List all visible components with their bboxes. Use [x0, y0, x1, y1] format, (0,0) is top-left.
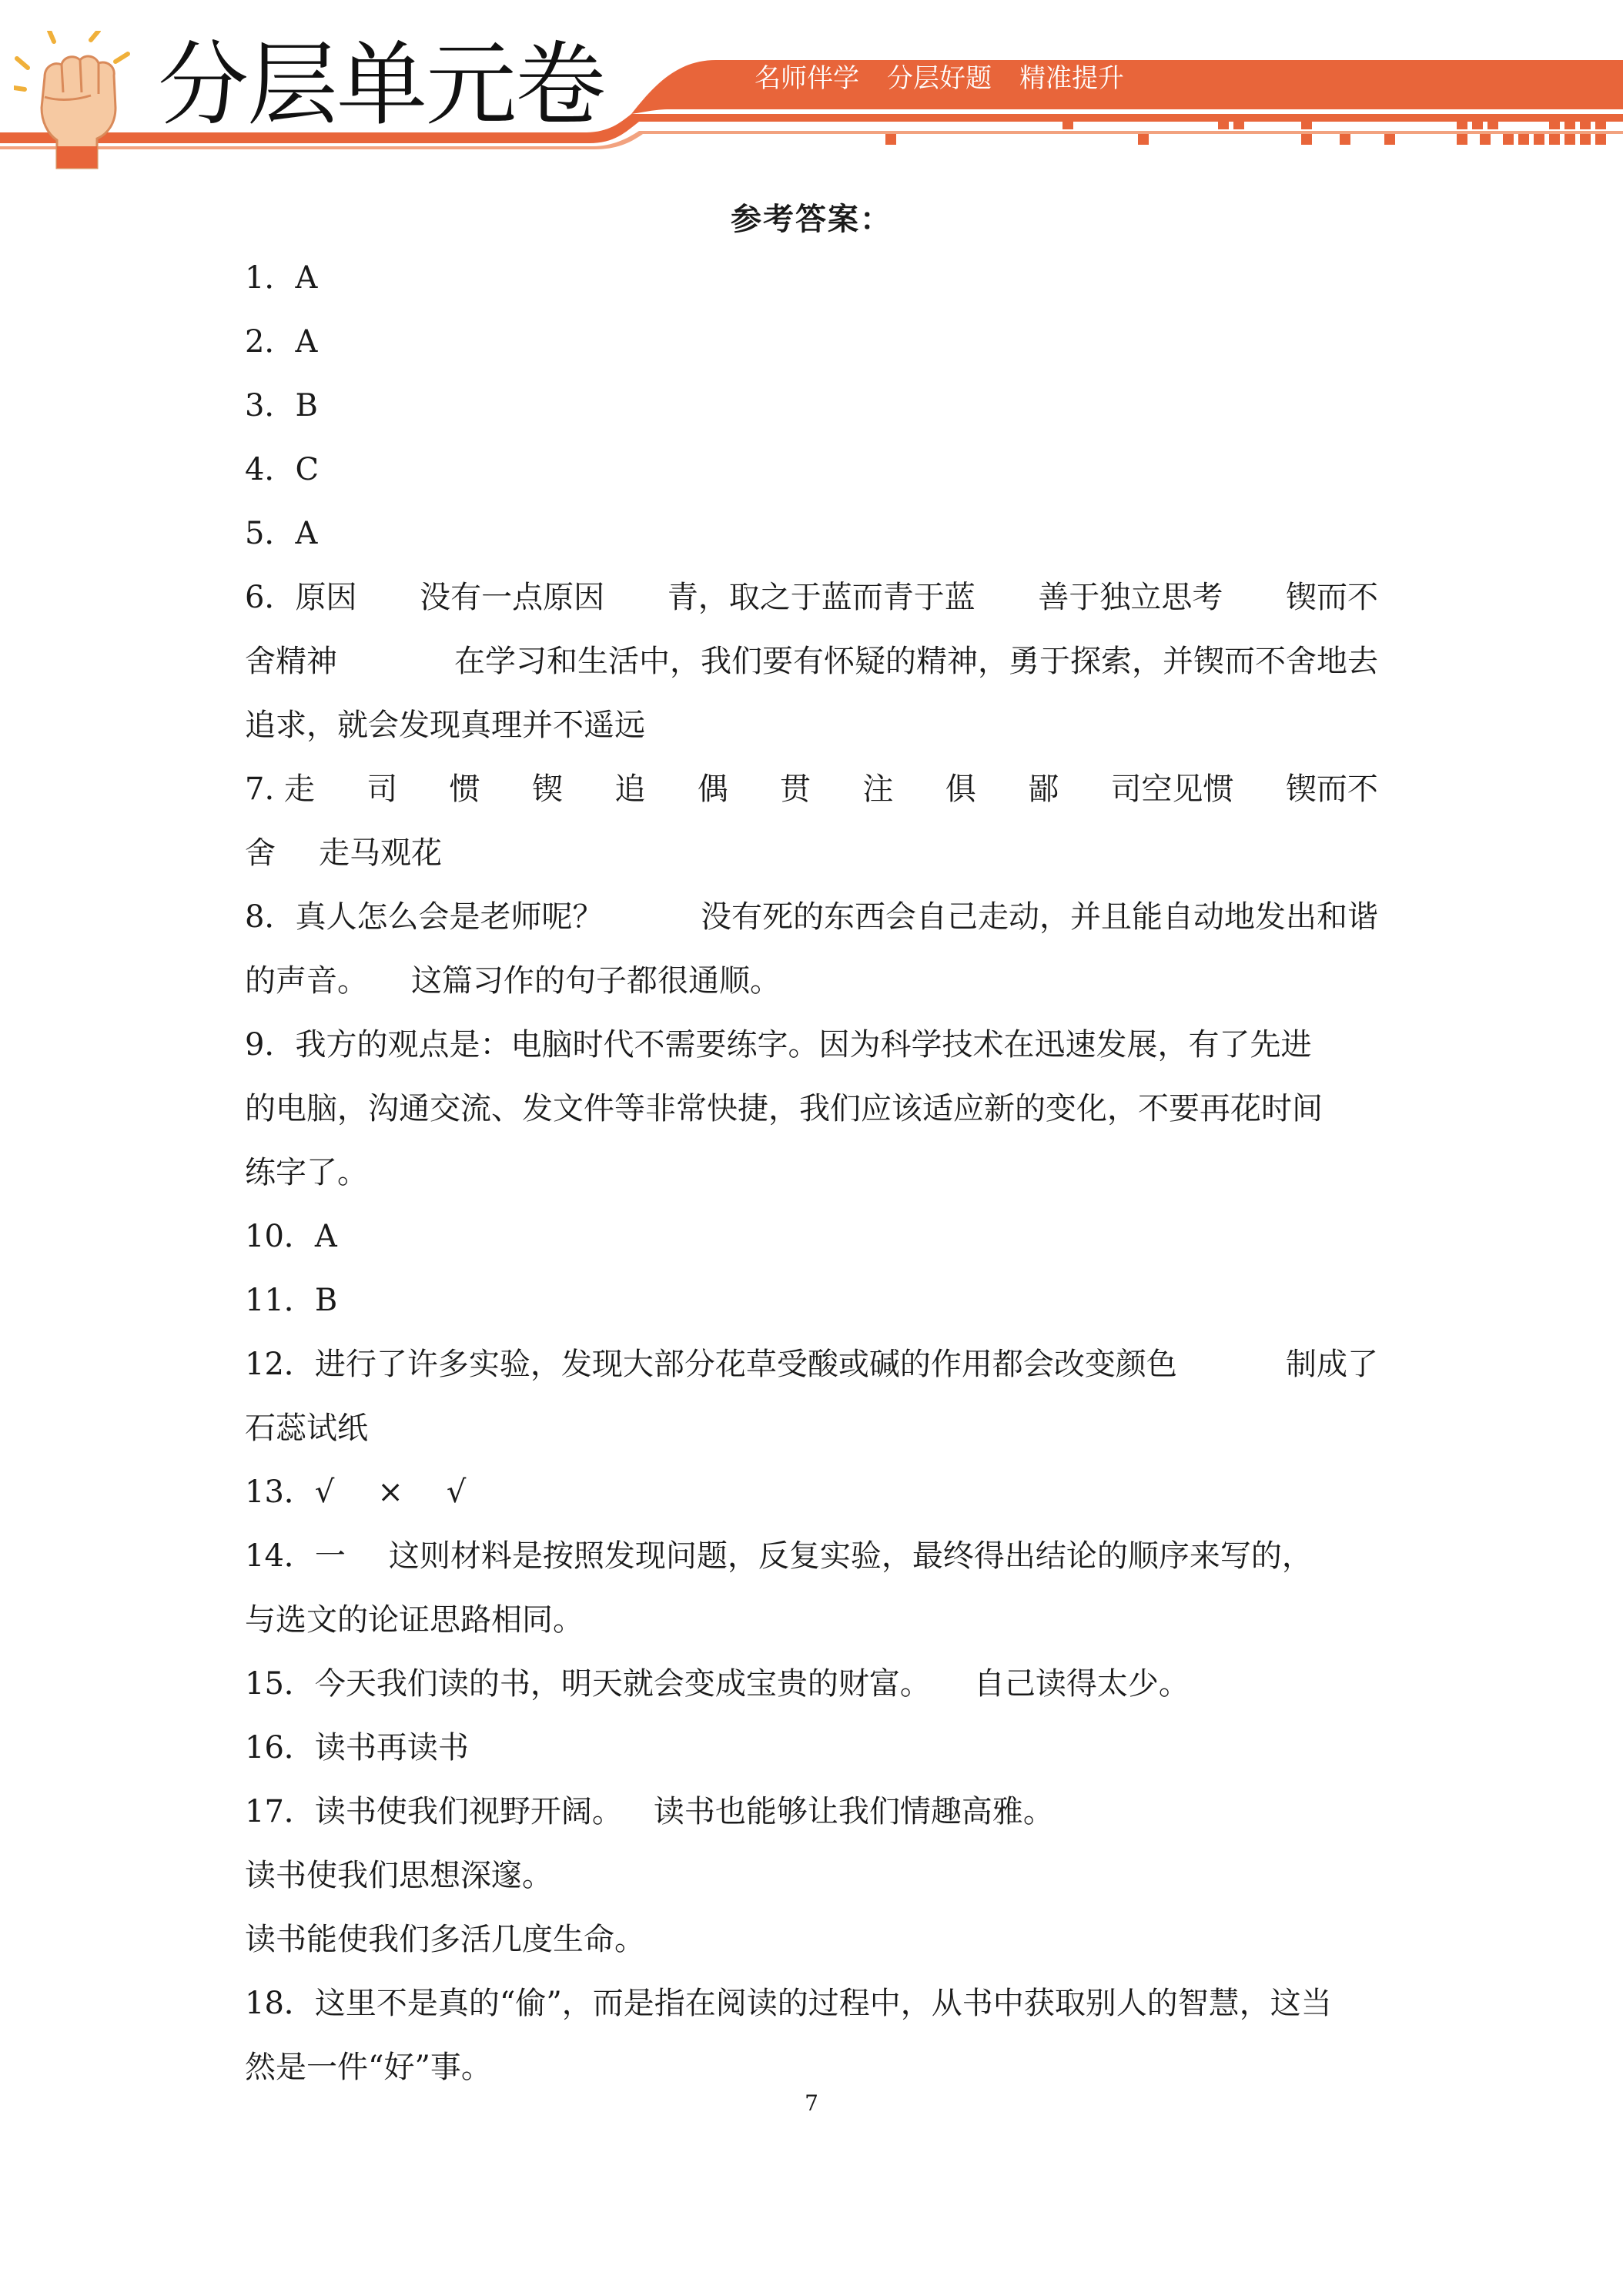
answer-text: 6．原因 — [245, 580, 357, 615]
answer-text: 自己读得太少。 — [973, 1666, 1190, 1702]
answer-key-title: 参考答案： — [731, 201, 892, 237]
page-header — [0, 0, 1623, 177]
answer-text: 俱 — [945, 771, 976, 807]
answer-text: 的声音。 — [245, 963, 368, 999]
answer-18-line-1: 18．这里不是真的“偷”，而是指在阅读的过程中，从书中获取别人的智慧，这当 — [245, 1986, 1332, 2021]
answer-text: 追 — [614, 771, 646, 807]
answer-list — [245, 246, 1378, 2100]
answer-text: 17．读书使我们视野开阔。 — [245, 1794, 623, 1829]
answer-text: 贯 — [780, 771, 812, 807]
answer-text: 7. 走 — [245, 771, 315, 807]
slogan-item: 精准提升 — [1019, 63, 1124, 94]
answer-18-line-2: 然是一件“好”事。 — [245, 2050, 492, 2085]
answer-text: 注 — [862, 771, 894, 807]
answer-text: × — [377, 1474, 403, 1510]
answer-15 — [245, 1652, 1378, 1716]
answer-6-line-3: 追求，就会发现真理并不遥远 — [245, 708, 645, 743]
answer-text: 制成了 — [1286, 1347, 1378, 1382]
answer-text: 这则材料是按照发现问题，反复实验，最终得出结论的顺序来写的， — [388, 1538, 1313, 1574]
answer-8-line-2 — [245, 949, 1378, 1013]
answer-12-line-1 — [245, 1333, 1378, 1397]
answer-4: 4．C — [245, 452, 320, 487]
decorative-pixel-pattern — [0, 0, 1623, 177]
answer-6-line-1 — [245, 566, 1378, 630]
page-number: 7 — [805, 2090, 818, 2116]
answer-text: 舍精神 — [245, 644, 337, 679]
answer-text: 舍 — [245, 835, 276, 871]
answer-text: 13．√ — [245, 1474, 335, 1510]
answer-text: 善于独立思考 — [1038, 580, 1223, 615]
answer-text: 司空见惯 — [1110, 771, 1234, 807]
brand-title: 分层单元卷 — [158, 32, 605, 138]
answer-1: 1．A — [245, 260, 318, 296]
answer-text: 在学习和生活中，我们要有怀疑的精神，勇于探索，并锲而不舍地去 — [454, 644, 1378, 679]
answer-text: 15．今天我们读的书，明天就会变成宝贵的财富。 — [245, 1666, 931, 1702]
answer-14-line-1 — [245, 1525, 1378, 1588]
answer-text: √ — [446, 1474, 467, 1510]
answer-text: 锲而不 — [1285, 580, 1378, 615]
answer-17-line-1 — [245, 1780, 1378, 1844]
answer-text: 8．真人怎么会是老师呢？ — [245, 899, 604, 935]
answer-text: 锲 — [531, 771, 563, 807]
slogan-item: 分层好题 — [887, 63, 992, 94]
answer-10: 10．A — [245, 1219, 337, 1254]
answer-text: 走马观花 — [319, 835, 442, 871]
answer-text: 青，取之于蓝而青于蓝 — [667, 580, 975, 615]
answer-text: 14．一 — [245, 1538, 346, 1574]
answer-5: 5．A — [245, 516, 318, 551]
answer-text: 读书也能够让我们情趣高雅。 — [653, 1794, 1054, 1829]
answer-3: 3．B — [245, 388, 318, 423]
answer-11: 11．B — [245, 1283, 338, 1318]
answer-17-line-2: 读书使我们思想深邃。 — [245, 1858, 553, 1893]
answer-text: 这篇习作的句子都很通顺。 — [411, 963, 781, 999]
answer-9-line-3: 练字了。 — [245, 1155, 368, 1190]
answer-text: 惯 — [449, 771, 480, 807]
answer-8-line-1 — [245, 885, 1378, 949]
slogan-item: 名师伴学 — [755, 63, 859, 94]
answer-12-line-2: 石蕊试纸 — [245, 1411, 368, 1446]
answer-17-line-3: 读书能使我们多活几度生命。 — [245, 1922, 645, 1957]
answer-9-line-2: 的电脑，沟通交流、发文件等非常快捷，我们应该适应新的变化，不要再花时间 — [245, 1091, 1323, 1126]
answer-9-line-1: 9．我方的观点是：电脑时代不需要练字。因为科学技术在迅速发展，有了先进 — [245, 1027, 1312, 1063]
answer-14-line-2: 与选文的论证思路相同。 — [245, 1602, 584, 1638]
answer-16: 16．读书再读书 — [245, 1730, 469, 1766]
answer-7-line-2 — [245, 822, 1378, 885]
answer-text: 偶 — [697, 771, 728, 807]
answer-text: 司 — [366, 771, 398, 807]
answer-text: 鄙 — [1028, 771, 1059, 807]
answer-text: 锲而不 — [1285, 771, 1378, 807]
answer-6-line-2 — [245, 630, 1378, 694]
answer-13 — [245, 1461, 1378, 1525]
answer-7-line-1 — [245, 758, 1378, 822]
answer-2: 2．A — [245, 324, 318, 360]
answer-text: 12．进行了许多实验，发现大部分花草受酸或碱的作用都会改变颜色 — [245, 1347, 1177, 1382]
answer-text: 没有一点原因 — [420, 580, 605, 615]
answer-text: 没有死的东西会自己走动，并且能自动地发出和谐 — [701, 899, 1378, 935]
